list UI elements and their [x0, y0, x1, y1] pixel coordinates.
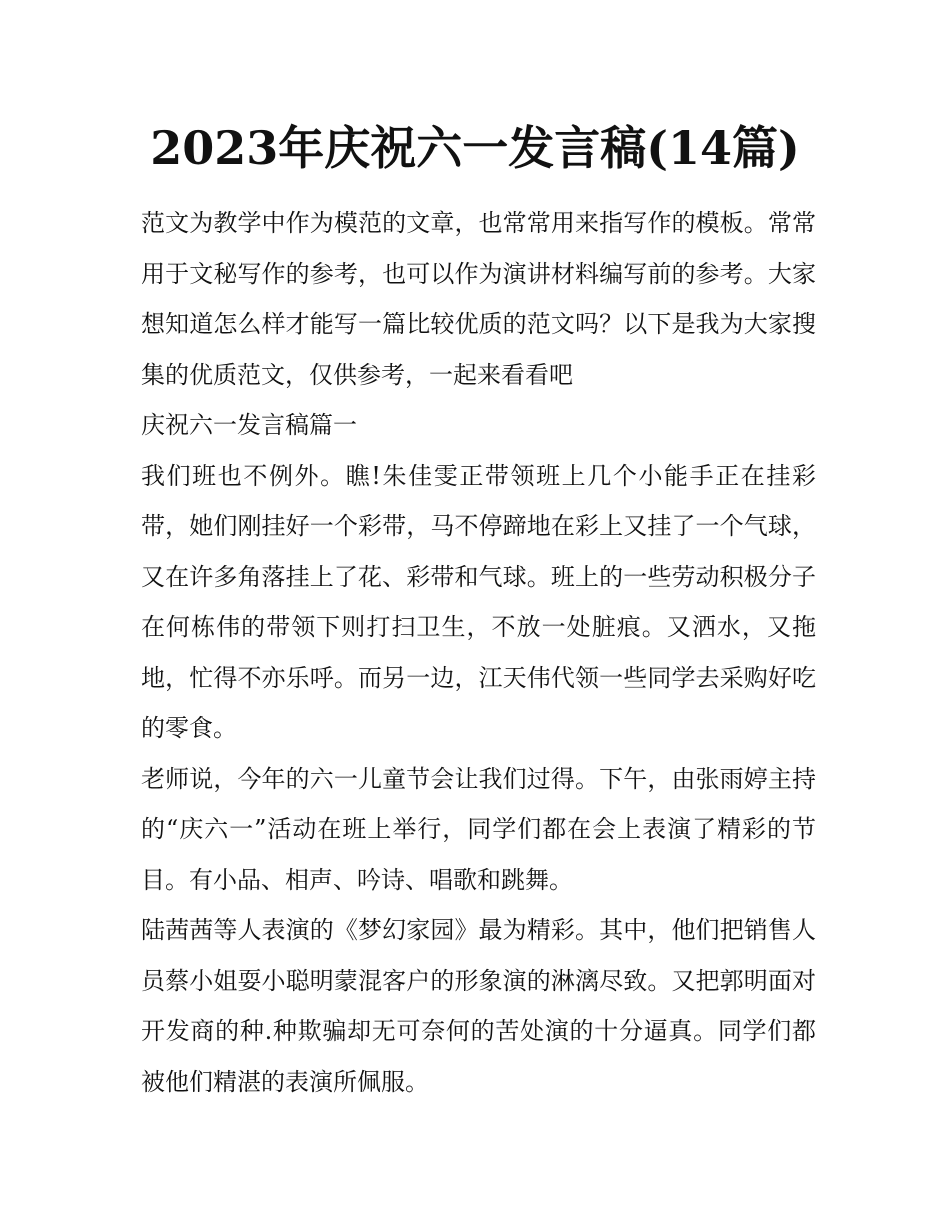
body-paragraph: 老师说，今年的六一儿童节会让我们过得。下午，由张雨婷主持的“庆六一”活动在班上举行，同学们都在会上表演了精彩的节目。有小品、相声、吟诗、唱歌和跳舞。 [141, 764, 816, 894]
body-paragraph: 陆茜茜等人表演的《梦幻家园》最为精彩。其中，他们把销售人员蔡小姐耍小聪明蒙混客户的形象演的淋漓尽致。又把郭明面对开发商的种.种欺骗却无可奈何的苦处演的十分逼真。同学们都被他们精湛的表演所佩服。 [141, 916, 816, 1096]
section-heading: 庆祝六一发言稿篇一 [141, 411, 357, 439]
body-paragraph: 我们班也不例外。瞧!朱佳雯正带领班上几个小能手正在挂彩带，她们刚挂好一个彩带，马不停蹄地在彩上又挂了一个气球，又在许多角落挂上了花、彩带和气球。班上的一些劳动积极分子在何栋伟的带领下则打扫卫生，不放一处脏痕。又洒水，又拖地，忙得不亦乐呼。而另一边，江天伟代领一些同学去采购好吃的零食。 [141, 461, 816, 742]
document-title: 2023年庆祝六一发言稿(14篇) [150, 121, 800, 175]
intro-paragraph: 范文为教学中作为模范的文章，也常常用来指写作的模板。常常用于文秘写作的参考，也可以作为演讲材料编写前的参考。大家想知道怎么样才能写一篇比较优质的范文吗？以下是我为大家搜集的优质范文，仅供参考，一起来看看吧 [141, 209, 816, 389]
document-body [141, 198, 816, 1107]
